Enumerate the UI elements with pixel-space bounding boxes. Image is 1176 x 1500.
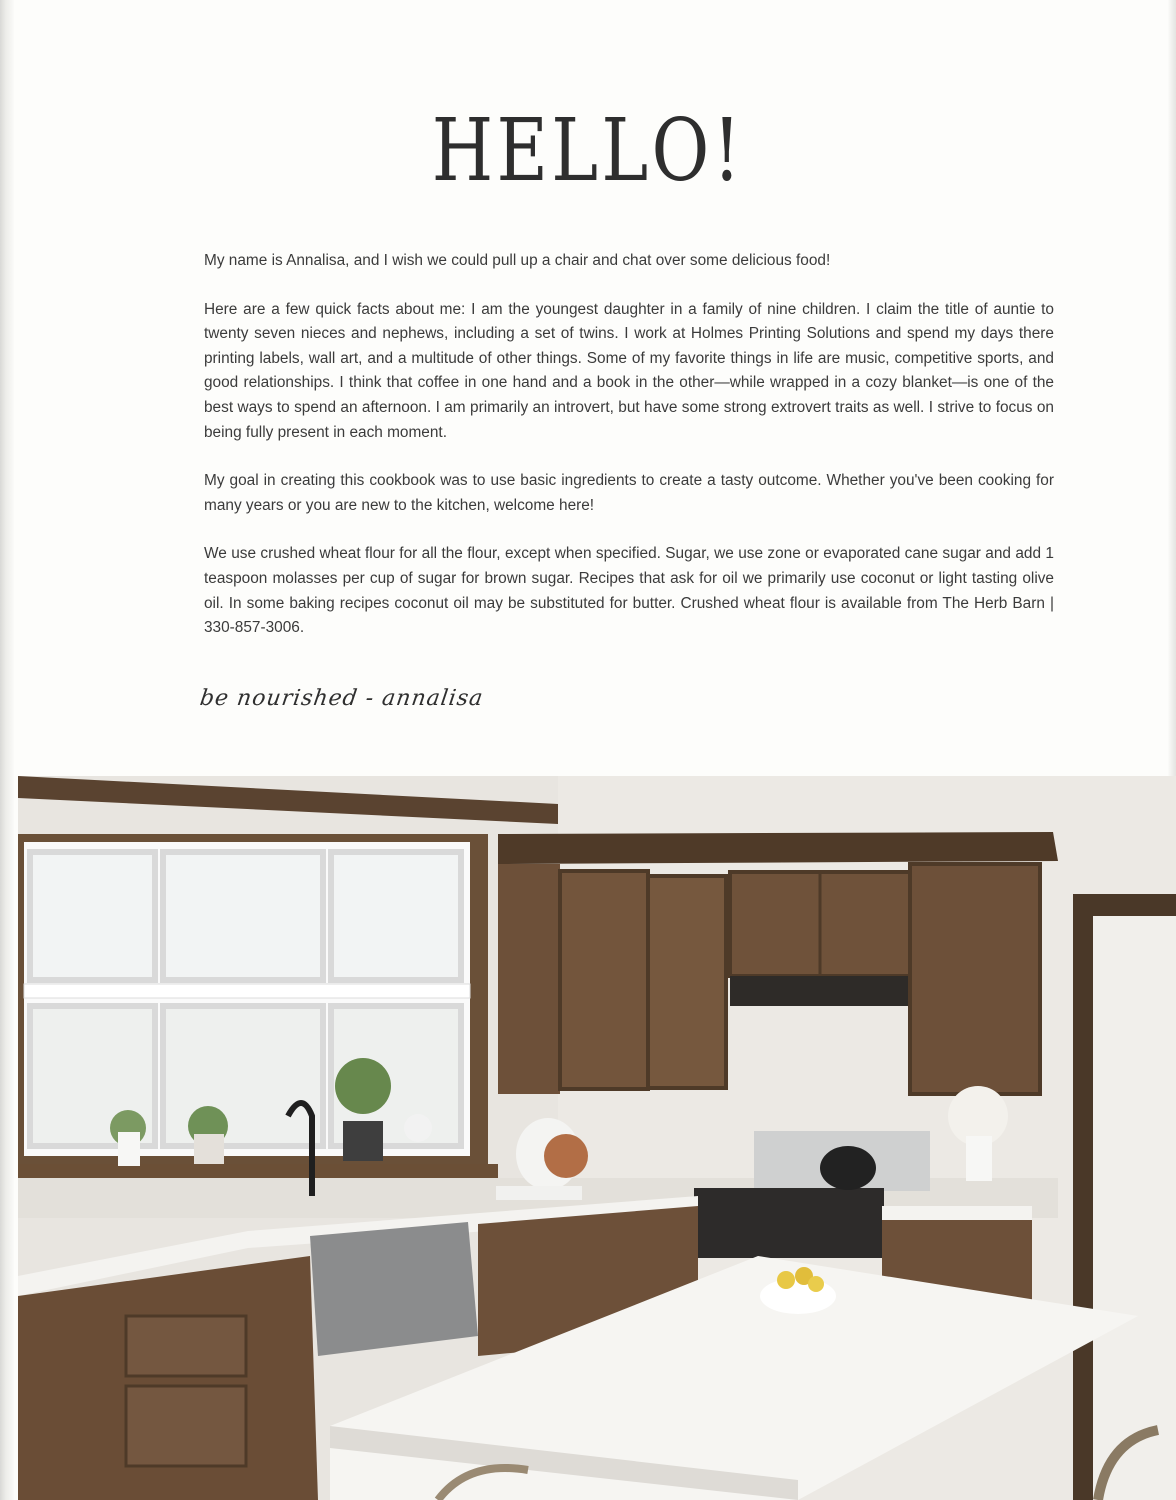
- countertop-right: [882, 1206, 1032, 1220]
- paragraph-ingredients: We use crushed wheat flour for all the flour, except when specified. Sugar, we use zone or evaporated cane sugar and add 1 teaspoon molasses per cup of sugar for brown sugar. Recipes that ask for oil we primarily use coconut or light tasting olive oil. In some baking recipes coconut oil may be substituted for butter. Crushed wheat flour is available from The Herb Barn | 330-857-3006.: [204, 545, 1054, 637]
- kitchen-photo: [18, 776, 1176, 1500]
- signature: be nourished - annalisa: [198, 686, 486, 711]
- paragraph-goal: My goal in creating this cookbook was to use basic ingredients to create a tasty outcome. Whether you've been cooking for many years or you are new to the kitchen, welcome here!: [204, 472, 1054, 514]
- paragraph-greeting: My name is Annalisa, and I wish we could pull up a chair and chat over some delicious food!: [204, 252, 831, 269]
- kitchen-illustration: [18, 776, 1176, 1500]
- farmhouse-sink: [310, 1222, 478, 1356]
- paragraph-about-me: Here are a few quick facts about me: I am the youngest daughter in a family of nine children. I claim the title of auntie to twenty seven nieces and nephews, including a set of twins. I work at Holmes Printing Solutions and spend my days there printing labels, wall art, and a multitude of other things. Some of my favorite things in life are music, competitive sports, and good relationships. I think that coffee in one hand and a book in the other—while wrapped in a cozy blanket—is one of the best ways to spend an afternoon. I am primarily an introvert, but have some strong extrovert traits as well. I strive to focus on being fully present in each moment.: [204, 300, 1054, 441]
- page-title: HELLO!: [431, 101, 745, 201]
- intro-text: [204, 249, 1054, 665]
- page-edge-left: [0, 0, 14, 1500]
